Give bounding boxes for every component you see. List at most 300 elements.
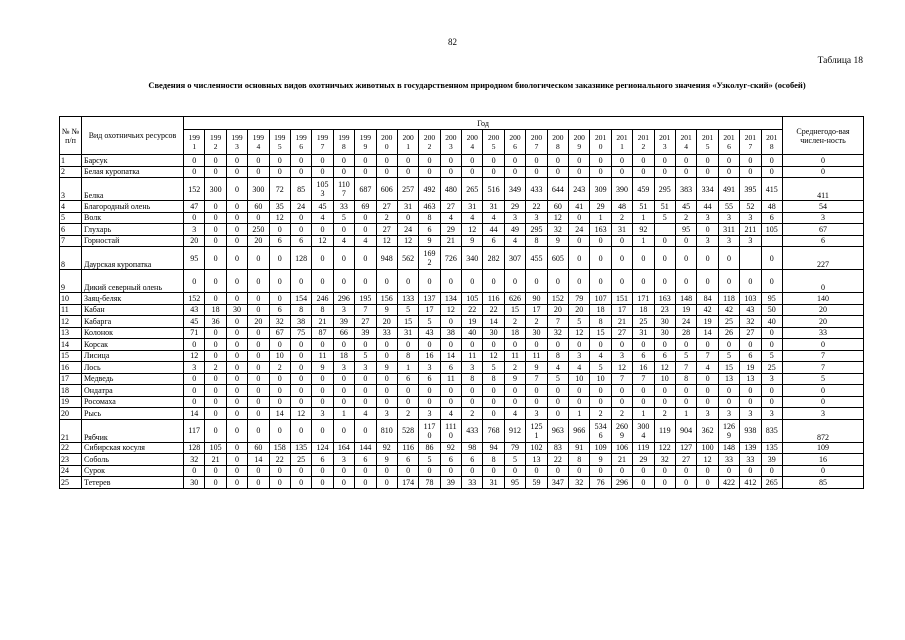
value-cell: 6	[633, 350, 654, 362]
value-cell: 0	[333, 339, 354, 351]
value-cell: 0	[312, 419, 333, 442]
value-cell: 55	[718, 201, 739, 213]
row-number-cell: 25	[60, 477, 82, 489]
value-cell: 38	[440, 327, 461, 339]
table-row	[60, 385, 864, 397]
value-cell: 3	[419, 362, 440, 374]
value-cell: 45	[184, 316, 205, 328]
value-cell: 21	[611, 454, 632, 466]
value-cell: 2	[654, 408, 675, 420]
value-cell: 0	[290, 419, 311, 442]
value-cell: 0	[248, 270, 269, 293]
year-header-cell: 199 7	[312, 130, 333, 155]
value-cell: 0	[248, 408, 269, 420]
value-cell: 0	[419, 155, 440, 167]
table-row	[60, 247, 864, 270]
species-name-cell: Тетерев	[82, 477, 184, 489]
value-cell: 516	[483, 178, 504, 201]
header-number: № № п/п	[60, 117, 82, 155]
value-cell: 0	[569, 247, 590, 270]
value-cell: 135	[290, 442, 311, 454]
value-cell: 0	[569, 396, 590, 408]
value-cell: 0	[590, 396, 611, 408]
value-cell: 28	[675, 327, 696, 339]
average-cell: 872	[783, 419, 864, 442]
year-header-cell: 201 2	[633, 130, 654, 155]
value-cell: 0	[397, 339, 418, 351]
value-cell: 0	[269, 270, 290, 293]
value-cell: 0	[526, 385, 547, 397]
value-cell: 455	[526, 247, 547, 270]
value-cell: 27	[376, 201, 397, 213]
value-cell: 8	[675, 373, 696, 385]
average-cell: 20	[783, 304, 864, 316]
value-cell: 0	[718, 270, 739, 293]
value-cell: 0	[740, 270, 761, 293]
value-cell: 0	[761, 166, 782, 178]
value-cell: 0	[697, 270, 718, 293]
species-name-cell: Дикий северный олень	[82, 270, 184, 293]
value-cell: 2	[526, 316, 547, 328]
value-cell: 0	[697, 373, 718, 385]
value-cell: 119	[633, 442, 654, 454]
table-row	[60, 327, 864, 339]
value-cell: 105	[462, 293, 483, 305]
value-cell: 0	[526, 270, 547, 293]
value-cell: 0	[290, 362, 311, 374]
value-cell: 296	[611, 477, 632, 489]
value-cell: 835	[761, 419, 782, 442]
value-cell: 0	[205, 270, 226, 293]
value-cell: 31	[483, 201, 504, 213]
row-number-cell: 4	[60, 201, 82, 213]
value-cell: 0	[526, 396, 547, 408]
value-cell: 3	[526, 408, 547, 420]
value-cell: 152	[547, 293, 568, 305]
value-cell: 0	[718, 396, 739, 408]
value-cell: 3	[697, 212, 718, 224]
value-cell: 164	[333, 442, 354, 454]
value-cell: 6	[419, 373, 440, 385]
row-number-cell: 21	[60, 419, 82, 442]
value-cell: 0	[290, 396, 311, 408]
value-cell: 966	[569, 419, 590, 442]
value-cell: 12	[462, 224, 483, 236]
value-cell: 0	[654, 166, 675, 178]
value-cell: 0	[376, 350, 397, 362]
value-cell: 0	[590, 155, 611, 167]
value-cell: 18	[590, 304, 611, 316]
value-cell: 0	[761, 155, 782, 167]
average-cell: 0	[783, 339, 864, 351]
value-cell: 904	[675, 419, 696, 442]
species-name-cell: Лисица	[82, 350, 184, 362]
value-cell: 0	[333, 465, 354, 477]
row-number-cell: 16	[60, 362, 82, 374]
value-cell: 0	[290, 385, 311, 397]
value-cell: 0	[376, 396, 397, 408]
value-cell: 0	[483, 166, 504, 178]
value-cell: 0	[312, 385, 333, 397]
value-cell: 0	[440, 316, 461, 328]
value-cell: 10	[590, 373, 611, 385]
value-cell: 39	[355, 327, 376, 339]
year-header-cell: 201 1	[611, 130, 632, 155]
value-cell: 300	[205, 178, 226, 201]
value-cell: 0	[611, 155, 632, 167]
value-cell: 626	[504, 293, 525, 305]
value-cell: 0	[355, 373, 376, 385]
value-cell: 383	[675, 178, 696, 201]
average-cell: 0	[783, 385, 864, 397]
value-cell: 0	[376, 373, 397, 385]
average-cell: 54	[783, 201, 864, 213]
value-cell: 32	[740, 316, 761, 328]
value-cell: 95	[184, 247, 205, 270]
species-name-cell: Глухарь	[82, 224, 184, 236]
value-cell: 31	[633, 327, 654, 339]
year-header-cell: 201 7	[740, 130, 761, 155]
value-cell: 0	[248, 304, 269, 316]
value-cell: 105 3	[312, 178, 333, 201]
value-cell: 6	[419, 224, 440, 236]
value-cell: 4	[569, 362, 590, 374]
value-cell: 45	[675, 201, 696, 213]
value-cell: 463	[419, 201, 440, 213]
value-cell: 243	[569, 178, 590, 201]
value-cell: 3	[740, 408, 761, 420]
value-cell: 105	[205, 442, 226, 454]
table-row	[60, 350, 864, 362]
value-cell: 0	[440, 385, 461, 397]
value-cell: 43	[419, 327, 440, 339]
value-cell: 0	[483, 385, 504, 397]
value-cell: 6	[355, 454, 376, 466]
value-cell: 0	[184, 465, 205, 477]
value-cell: 32	[184, 454, 205, 466]
value-cell: 0	[205, 212, 226, 224]
value-cell: 0	[226, 235, 247, 247]
value-cell: 11	[440, 373, 461, 385]
value-cell: 71	[184, 327, 205, 339]
value-cell: 0	[312, 247, 333, 270]
year-header-cell: 199 9	[355, 130, 376, 155]
value-cell: 33	[376, 327, 397, 339]
value-cell: 0	[740, 339, 761, 351]
value-cell: 29	[633, 454, 654, 466]
value-cell: 0	[675, 247, 696, 270]
value-cell: 0	[226, 362, 247, 374]
value-cell: 0	[205, 155, 226, 167]
value-cell: 100	[697, 442, 718, 454]
value-cell: 0	[697, 166, 718, 178]
table-body	[60, 155, 864, 489]
value-cell: 0	[718, 155, 739, 167]
value-cell: 0	[740, 155, 761, 167]
value-cell: 59	[526, 477, 547, 489]
row-number-cell: 9	[60, 270, 82, 293]
value-cell: 3	[184, 224, 205, 236]
value-cell: 0	[440, 396, 461, 408]
value-cell: 0	[462, 396, 483, 408]
value-cell: 1	[633, 212, 654, 224]
value-cell: 14	[697, 327, 718, 339]
value-cell: 0	[355, 339, 376, 351]
value-cell: 768	[483, 419, 504, 442]
value-cell: 0	[355, 465, 376, 477]
year-header-cell: 200 9	[569, 130, 590, 155]
value-cell: 32	[269, 316, 290, 328]
value-cell: 44	[697, 201, 718, 213]
value-cell: 296	[333, 293, 354, 305]
value-cell: 0	[440, 465, 461, 477]
value-cell: 90	[526, 293, 547, 305]
value-cell: 9	[526, 362, 547, 374]
value-cell: 1	[333, 408, 354, 420]
value-cell: 4	[440, 212, 461, 224]
value-cell: 282	[483, 247, 504, 270]
value-cell: 3	[333, 304, 354, 316]
value-cell: 0	[290, 465, 311, 477]
value-cell: 0	[269, 166, 290, 178]
value-cell: 0	[269, 419, 290, 442]
value-cell: 0	[333, 166, 354, 178]
value-cell: 0	[205, 408, 226, 420]
value-cell: 0	[504, 385, 525, 397]
value-cell: 2	[611, 408, 632, 420]
value-cell: 362	[697, 419, 718, 442]
value-cell: 60	[547, 201, 568, 213]
value-cell: 0	[697, 385, 718, 397]
value-cell: 309	[590, 178, 611, 201]
average-cell: 5	[783, 373, 864, 385]
value-cell: 0	[184, 155, 205, 167]
table-row	[60, 408, 864, 420]
value-cell: 49	[504, 224, 525, 236]
value-cell: 250	[248, 224, 269, 236]
value-cell: 158	[269, 442, 290, 454]
value-cell: 0	[697, 396, 718, 408]
value-cell: 25	[718, 316, 739, 328]
value-cell: 0	[440, 166, 461, 178]
value-cell: 0	[761, 396, 782, 408]
value-cell: 148	[718, 442, 739, 454]
species-table	[59, 116, 864, 489]
value-cell: 51	[654, 201, 675, 213]
value-cell: 24	[675, 316, 696, 328]
value-cell: 0	[633, 465, 654, 477]
value-cell: 0	[312, 477, 333, 489]
value-cell: 0	[547, 155, 568, 167]
value-cell: 195	[355, 293, 376, 305]
value-cell: 0	[547, 408, 568, 420]
value-cell: 810	[376, 419, 397, 442]
value-cell: 4	[312, 212, 333, 224]
value-cell: 0	[312, 166, 333, 178]
value-cell: 0	[376, 339, 397, 351]
value-cell: 0	[675, 235, 696, 247]
value-cell: 6	[440, 454, 461, 466]
value-cell: 5	[504, 454, 525, 466]
value-cell: 9	[590, 454, 611, 466]
value-cell: 171	[633, 293, 654, 305]
species-name-cell: Белка	[82, 178, 184, 201]
value-cell: 95	[761, 293, 782, 305]
average-cell: 7	[783, 362, 864, 374]
value-cell: 12	[611, 362, 632, 374]
species-name-cell: Лось	[82, 362, 184, 374]
value-cell: 0	[312, 155, 333, 167]
value-cell: 0	[248, 155, 269, 167]
value-cell: 33	[333, 201, 354, 213]
value-cell: 116	[397, 442, 418, 454]
value-cell: 0	[547, 339, 568, 351]
value-cell: 0	[226, 293, 247, 305]
value-cell: 2	[205, 362, 226, 374]
value-cell: 0	[248, 385, 269, 397]
value-cell: 20	[248, 235, 269, 247]
value-cell: 105	[761, 224, 782, 236]
value-cell: 51	[633, 201, 654, 213]
value-cell: 0	[226, 350, 247, 362]
value-cell: 20	[547, 304, 568, 316]
value-cell: 3	[312, 408, 333, 420]
value-cell: 2	[611, 212, 632, 224]
value-cell: 433	[526, 178, 547, 201]
value-cell: 0	[397, 155, 418, 167]
value-cell: 18	[504, 327, 525, 339]
year-header-cell: 200 4	[462, 130, 483, 155]
value-cell: 3	[376, 408, 397, 420]
value-cell: 11	[312, 350, 333, 362]
value-cell: 0	[483, 465, 504, 477]
value-cell: 12	[397, 235, 418, 247]
table-row	[60, 212, 864, 224]
header-average: Среднегодо-вая числен-ность	[783, 117, 864, 155]
value-cell: 9	[376, 454, 397, 466]
value-cell: 0	[333, 419, 354, 442]
value-cell: 79	[569, 293, 590, 305]
value-cell: 0	[226, 316, 247, 328]
value-cell: 22	[269, 454, 290, 466]
species-name-cell: Кабан	[82, 304, 184, 316]
average-cell: 0	[783, 396, 864, 408]
row-number-cell: 15	[60, 350, 82, 362]
value-cell: 6	[397, 454, 418, 466]
value-cell: 24	[397, 224, 418, 236]
value-cell: 0	[504, 396, 525, 408]
value-cell: 5	[569, 316, 590, 328]
value-cell: 0	[462, 465, 483, 477]
value-cell: 0	[226, 465, 247, 477]
value-cell: 0	[569, 339, 590, 351]
table-row	[60, 339, 864, 351]
value-cell: 11	[462, 350, 483, 362]
value-cell: 128	[184, 442, 205, 454]
value-cell: 0	[569, 270, 590, 293]
value-cell: 16	[633, 362, 654, 374]
value-cell: 6	[397, 373, 418, 385]
value-cell: 148	[675, 293, 696, 305]
value-cell: 21	[205, 454, 226, 466]
value-cell: 938	[740, 419, 761, 442]
value-cell: 118	[718, 293, 739, 305]
value-cell: 0	[355, 419, 376, 442]
value-cell: 20	[184, 235, 205, 247]
value-cell: 10	[569, 373, 590, 385]
value-cell: 0	[462, 166, 483, 178]
value-cell: 18	[333, 350, 354, 362]
value-cell: 8	[590, 316, 611, 328]
value-cell: 0	[397, 166, 418, 178]
average-cell: 67	[783, 224, 864, 236]
value-cell: 0	[697, 465, 718, 477]
row-number-cell: 2	[60, 166, 82, 178]
value-cell: 66	[333, 327, 354, 339]
value-cell: 412	[740, 477, 761, 489]
value-cell: 154	[290, 293, 311, 305]
value-cell: 12	[312, 235, 333, 247]
value-cell: 4	[504, 235, 525, 247]
value-cell: 1	[590, 212, 611, 224]
average-cell: 85	[783, 477, 864, 489]
average-cell: 33	[783, 327, 864, 339]
value-cell: 0	[333, 477, 354, 489]
value-cell: 433	[462, 419, 483, 442]
value-cell: 0	[419, 385, 440, 397]
value-cell: 340	[462, 247, 483, 270]
value-cell: 5	[654, 212, 675, 224]
value-cell: 0	[697, 224, 718, 236]
table-row	[60, 442, 864, 454]
value-cell: 265	[761, 477, 782, 489]
value-cell: 110 7	[333, 178, 354, 201]
value-cell: 0	[633, 477, 654, 489]
value-cell: 0	[633, 339, 654, 351]
year-header-cell: 199 8	[333, 130, 354, 155]
value-cell: 0	[483, 408, 504, 420]
value-cell: 0	[376, 477, 397, 489]
value-cell: 12	[184, 350, 205, 362]
value-cell: 4	[355, 408, 376, 420]
value-cell: 0	[526, 155, 547, 167]
value-cell: 0	[654, 270, 675, 293]
value-cell: 0	[697, 247, 718, 270]
value-cell: 349	[504, 178, 525, 201]
value-cell: 0	[290, 155, 311, 167]
value-cell: 11	[504, 350, 525, 362]
value-cell: 0	[269, 373, 290, 385]
species-name-cell: Рябчик	[82, 419, 184, 442]
value-cell: 0	[248, 465, 269, 477]
value-cell: 0	[184, 270, 205, 293]
value-cell: 415	[761, 178, 782, 201]
value-cell: 307	[504, 247, 525, 270]
value-cell: 300	[248, 178, 269, 201]
value-cell: 0	[226, 166, 247, 178]
value-cell: 422	[718, 477, 739, 489]
value-cell: 42	[718, 304, 739, 316]
value-cell: 0	[633, 396, 654, 408]
value-cell: 117	[184, 419, 205, 442]
table-row	[60, 224, 864, 236]
value-cell: 0	[675, 396, 696, 408]
value-cell: 15	[504, 304, 525, 316]
row-number-cell: 11	[60, 304, 82, 316]
species-name-cell: Барсук	[82, 155, 184, 167]
value-cell: 0	[376, 155, 397, 167]
value-cell: 139	[740, 442, 761, 454]
